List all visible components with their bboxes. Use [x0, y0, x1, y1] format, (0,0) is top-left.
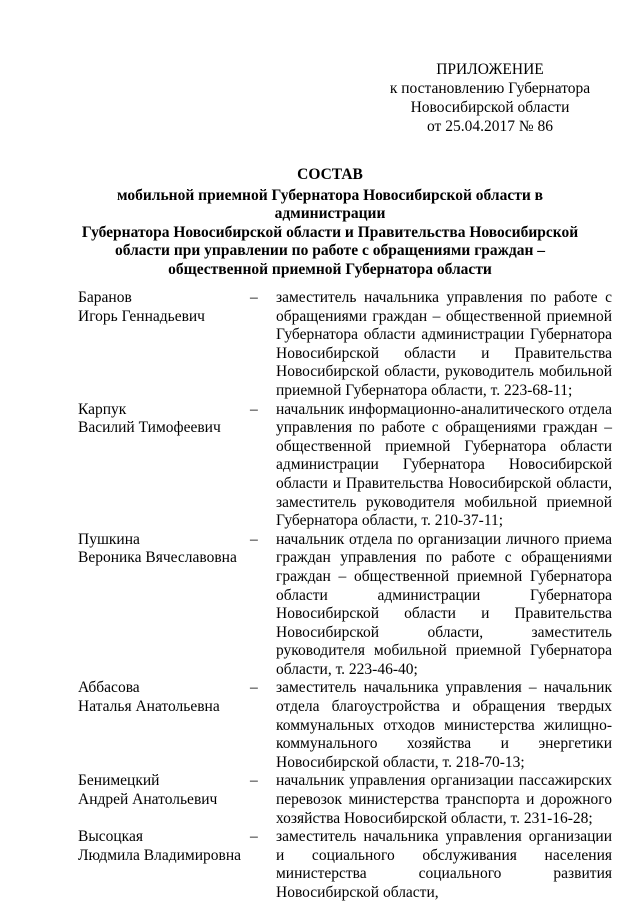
member-dash: –	[250, 679, 258, 697]
member-given-names: Людмила Владимировна	[78, 846, 242, 864]
member-dash: –	[250, 828, 258, 846]
title-line-4: общественной приемной Губернатора области	[168, 260, 492, 278]
member-dash: –	[250, 772, 258, 790]
member-given-names: Игорь Геннадьевич	[78, 307, 205, 325]
member-dash: –	[250, 400, 258, 418]
appendix-title: ПРИЛОЖЕНИЕ	[436, 61, 544, 78]
appendix-region: Новосибирской области	[410, 99, 570, 116]
member-given-names: Вероника Вячеславовна	[78, 549, 237, 567]
member-given-names: Василий Тимофеевич	[78, 419, 221, 437]
member-dash: –	[250, 289, 258, 306]
appendix-header	[380, 60, 600, 136]
member-surname: Баранов	[78, 289, 132, 306]
title-line-3: области при управлении по работе с обращениями граждан –	[114, 242, 546, 259]
appendix-reference: к постановлению Губернатора	[389, 80, 591, 97]
member-row	[78, 401, 612, 531]
member-row	[78, 531, 612, 680]
member-name	[78, 289, 250, 326]
member-description: заместитель начальника управления организации и социального обслуживания населения министерства социального развития Новосибирской области,	[276, 828, 612, 901]
member-surname: Высоцкая	[78, 828, 143, 846]
appendix-date-number: от 25.04.2017 № 86	[427, 118, 553, 135]
member-description: начальник информационно-аналитического отдела управления по работе с обращениями граждан – общественной приемной Губернатора области администрации Губернатора Новосибирской области и Правительства Новосибирской области, заместитель руководителя мобильной приемной Губернатора области, т. 210-37-11;	[276, 400, 612, 530]
member-given-names: Андрей Анатольевич	[78, 791, 218, 809]
member-name	[78, 679, 250, 716]
member-row	[78, 679, 612, 772]
title-line-2: Губернатора Новосибирской области и Правительства Новосибирской	[81, 223, 579, 241]
member-description: заместитель начальника управления по работе с обращениями граждан – общественной приемной Губернатора области администрации Губернатора Новосибирской области и Правительства Новосибирской области, руководитель мобильной приемной Губернатора области, т. 223-68-11;	[276, 289, 612, 399]
member-name	[78, 828, 250, 865]
title-line-1: мобильной приемной Губернатора Новосибирской области в администрации	[116, 186, 544, 222]
member-name	[78, 772, 250, 809]
member-surname: Пушкина	[78, 530, 140, 548]
member-name	[78, 401, 250, 438]
members-list	[78, 289, 612, 903]
member-description: начальник управления организации пассажирских перевозок министерства транспорта и дорожного хозяйства Новосибирской области, т. 231-16-28;	[276, 772, 612, 827]
member-surname: Аббасова	[78, 679, 140, 697]
member-description: начальник отдела по организации личного приема граждан управления по работе с обращениями граждан – общественной приемной Губернатора области администрации Губернатора Новосибирской области и Правительства Новосибирской области, заместитель руководителя мобильной приемной Губернатора области, т. 223-46-40;	[276, 530, 612, 678]
title-heading: СОСТАВ	[297, 166, 363, 183]
member-row	[78, 828, 612, 902]
member-description: заместитель начальника управления – начальник отдела благоустройства и обращения твердых коммунальных отходов министерства жилищно-коммунального хозяйства и энергетики Новосибирской области, т. 218-70-13;	[276, 679, 612, 771]
member-surname: Бенимецкий	[78, 772, 160, 790]
member-dash: –	[250, 530, 258, 548]
member-surname: Карпук	[78, 400, 127, 418]
member-given-names: Наталья Анатольевна	[78, 698, 220, 716]
member-name	[78, 531, 250, 568]
document-title	[60, 166, 600, 279]
member-row	[78, 289, 612, 401]
member-row	[78, 772, 612, 828]
